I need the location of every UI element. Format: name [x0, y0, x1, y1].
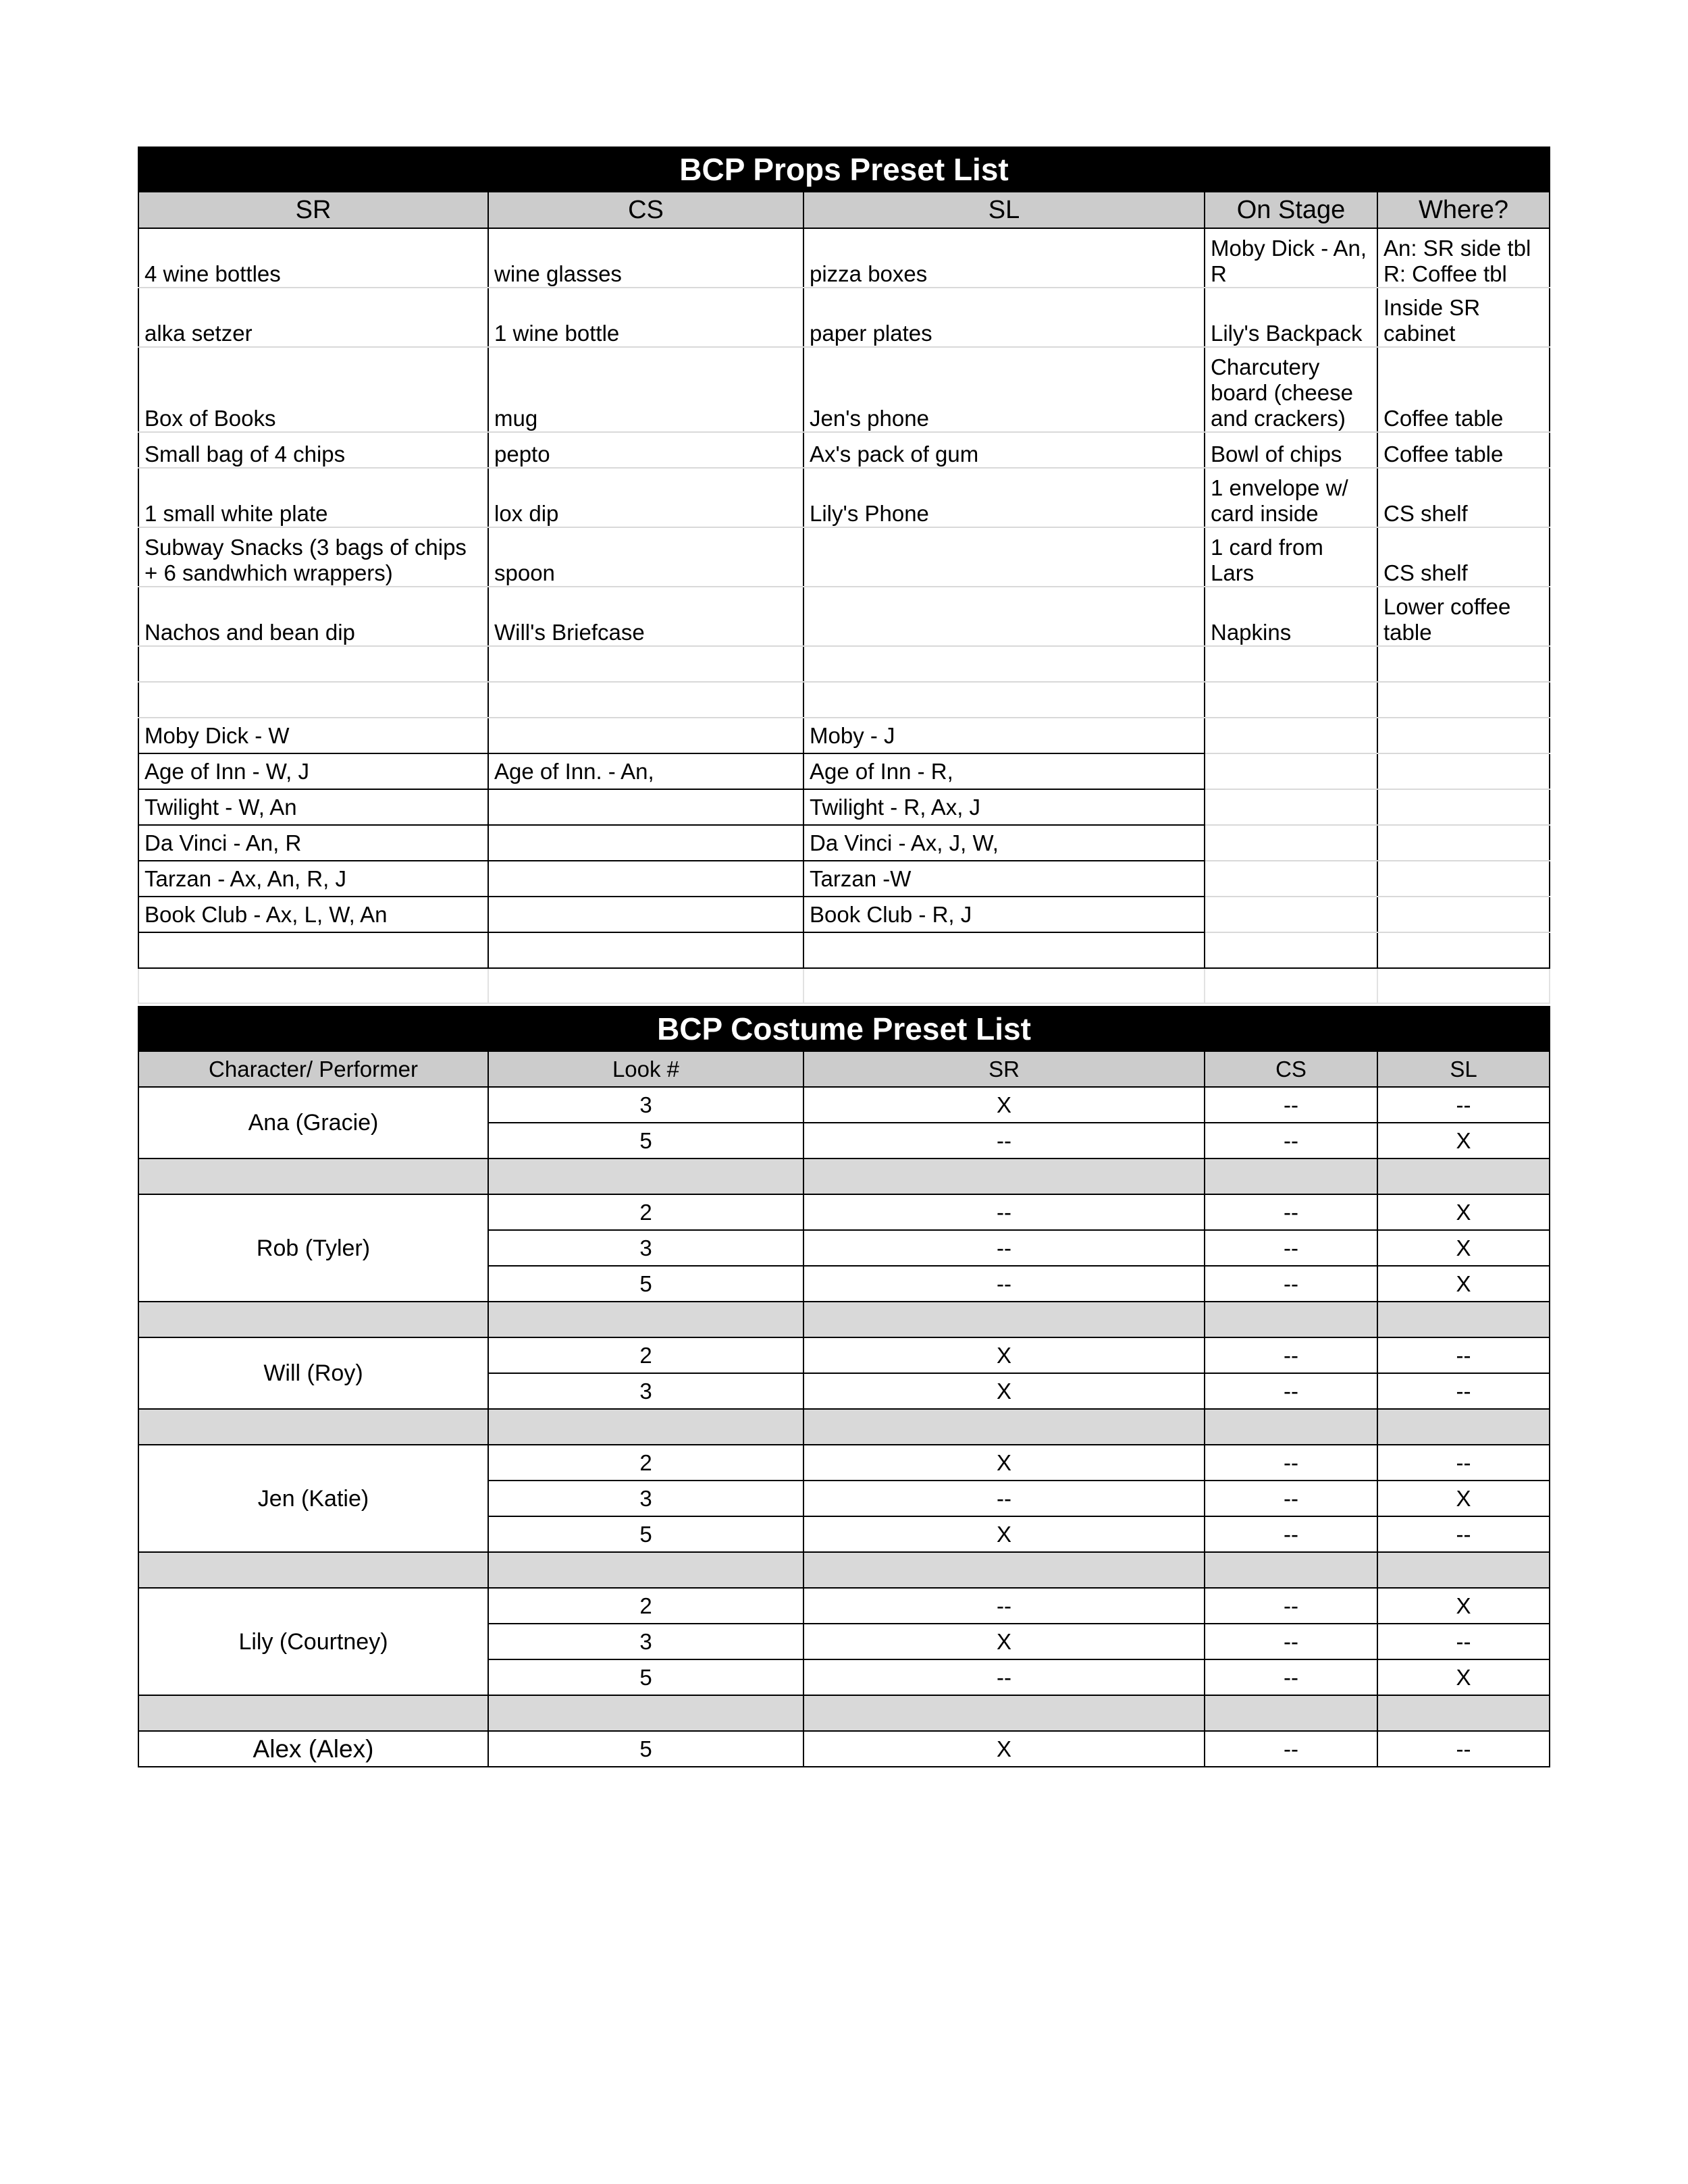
gap-cell: [1377, 1158, 1550, 1194]
props-cell: Charcutery board (cheese and crackers): [1205, 347, 1377, 432]
costume-row: [138, 1337, 1550, 1373]
costume-cell: 2: [488, 1588, 803, 1624]
costume-cell: X: [803, 1373, 1205, 1409]
costume-cell: X: [1377, 1659, 1550, 1695]
costume-cell: --: [1205, 1123, 1377, 1158]
book-cell: Da Vinci - An, R: [138, 825, 488, 861]
costume-cell: --: [1205, 1087, 1377, 1123]
props-cell: lox dip: [488, 468, 803, 527]
costume-cell: X: [803, 1731, 1205, 1767]
book-cell: Twilight - W, An: [138, 789, 488, 825]
book-cell: [488, 861, 803, 897]
props-row: [138, 432, 1550, 468]
props-cell: Inside SR cabinet: [1377, 288, 1550, 347]
costume-row: [138, 1445, 1550, 1481]
gap-cell: [488, 1158, 803, 1194]
props-blank-cell: [138, 682, 488, 718]
gap-cell: [138, 1695, 488, 1731]
props-cell: spoon: [488, 527, 803, 587]
costume-cell: --: [803, 1266, 1205, 1302]
book-cell: Age of Inn - W, J: [138, 753, 488, 789]
props-cell: Jen's phone: [803, 347, 1205, 432]
costume-cell: 3: [488, 1624, 803, 1659]
costume-cell: X: [1377, 1481, 1550, 1516]
spacer-cell: [803, 968, 1205, 1003]
props-spacer-row: [138, 968, 1550, 1003]
costume-cell: --: [803, 1481, 1205, 1516]
spacer-cell: [1205, 968, 1377, 1003]
costume-cell: --: [1205, 1588, 1377, 1624]
costume-cell: 2: [488, 1337, 803, 1373]
spacer-cell: [138, 968, 488, 1003]
book-cell: Twilight - R, Ax, J: [803, 789, 1205, 825]
props-row: [138, 288, 1550, 347]
book-cell: [138, 932, 488, 968]
props-blank-cell: [1205, 718, 1377, 753]
props-blank-cell: [1377, 753, 1550, 789]
costume-cell: X: [803, 1337, 1205, 1373]
costume-cell: --: [1377, 1373, 1550, 1409]
costume-gap-row: [138, 1695, 1550, 1731]
spacer-cell: [488, 968, 803, 1003]
gap-cell: [488, 1695, 803, 1731]
gap-cell: [1205, 1552, 1377, 1588]
costume-cell: --: [1205, 1230, 1377, 1266]
costume-header-cell: SL: [1377, 1051, 1550, 1087]
costume-cell: --: [1205, 1445, 1377, 1481]
costume-cell: X: [1377, 1588, 1550, 1624]
costume-cell: --: [1377, 1087, 1550, 1123]
gap-cell: [1377, 1552, 1550, 1588]
performer-name: Jen (Katie): [138, 1445, 488, 1552]
costume-cell: X: [1377, 1230, 1550, 1266]
costume-cell: --: [1377, 1516, 1550, 1552]
costume-cell: X: [803, 1516, 1205, 1552]
gap-cell: [1205, 1158, 1377, 1194]
gap-cell: [803, 1158, 1205, 1194]
props-header-cell: SR: [138, 192, 488, 228]
props-book-row: [138, 718, 1550, 753]
costume-cell: --: [1377, 1731, 1550, 1767]
props-cell: Lily's Backpack: [1205, 288, 1377, 347]
props-title-row: [138, 147, 1550, 192]
props-blank-row: [138, 682, 1550, 718]
performer-name: Rob (Tyler): [138, 1194, 488, 1302]
costume-cell: --: [1377, 1624, 1550, 1659]
costume-header-cell: SR: [803, 1051, 1205, 1087]
props-blank-cell: [1205, 932, 1377, 968]
props-blank-cell: [488, 646, 803, 682]
props-blank-cell: [1377, 825, 1550, 861]
props-cell: mug: [488, 347, 803, 432]
props-row: [138, 587, 1550, 646]
props-blank-cell: [1205, 753, 1377, 789]
costume-cell: --: [1205, 1731, 1377, 1767]
gap-cell: [1377, 1302, 1550, 1337]
costume-cell: --: [1205, 1659, 1377, 1695]
props-cell: Ax's pack of gum: [803, 432, 1205, 468]
props-cell: Will's Briefcase: [488, 587, 803, 646]
book-cell: Age of Inn - R,: [803, 753, 1205, 789]
props-blank-cell: [1205, 861, 1377, 897]
props-cell: CS shelf: [1377, 527, 1550, 587]
costume-header-cell: Look #: [488, 1051, 803, 1087]
props-book-row: [138, 825, 1550, 861]
costume-row: [138, 1194, 1550, 1230]
costume-cell: --: [1205, 1624, 1377, 1659]
props-header-cell: SL: [803, 192, 1205, 228]
gap-cell: [138, 1158, 488, 1194]
costume-cell: --: [1205, 1194, 1377, 1230]
props-cell: [803, 527, 1205, 587]
props-cell: pepto: [488, 432, 803, 468]
book-cell: Da Vinci - Ax, J, W,: [803, 825, 1205, 861]
props-cell: Box of Books: [138, 347, 488, 432]
book-cell: Age of Inn. - An,: [488, 753, 803, 789]
gap-cell: [1377, 1695, 1550, 1731]
gap-cell: [138, 1302, 488, 1337]
props-blank-cell: [138, 646, 488, 682]
costume-row: [138, 1731, 1550, 1767]
costume-header-cell: CS: [1205, 1051, 1377, 1087]
spacer-cell: [1377, 968, 1550, 1003]
props-cell: pizza boxes: [803, 228, 1205, 288]
gap-cell: [803, 1695, 1205, 1731]
props-cell: Coffee table: [1377, 432, 1550, 468]
props-cell: alka setzer: [138, 288, 488, 347]
gap-cell: [1205, 1409, 1377, 1445]
props-cell: Nachos and bean dip: [138, 587, 488, 646]
props-cell: CS shelf: [1377, 468, 1550, 527]
props-cell: 4 wine bottles: [138, 228, 488, 288]
props-blank-cell: [1205, 897, 1377, 932]
props-blank-cell: [803, 682, 1205, 718]
costume-cell: 5: [488, 1266, 803, 1302]
gap-cell: [803, 1302, 1205, 1337]
costume-cell: 3: [488, 1373, 803, 1409]
props-cell: 1 envelope w/ card inside: [1205, 468, 1377, 527]
costume-gap-row: [138, 1302, 1550, 1337]
props-cell: 1 wine bottle: [488, 288, 803, 347]
props-cell: wine glasses: [488, 228, 803, 288]
costume-cell: X: [803, 1624, 1205, 1659]
gap-cell: [803, 1409, 1205, 1445]
costume-cell: 2: [488, 1445, 803, 1481]
props-blank-cell: [1377, 646, 1550, 682]
props-book-row: [138, 753, 1550, 789]
book-cell: [488, 825, 803, 861]
costume-cell: --: [1377, 1445, 1550, 1481]
costume-cell: --: [803, 1123, 1205, 1158]
props-preset-table: [138, 147, 1550, 1004]
performer-name: Alex (Alex): [138, 1731, 488, 1767]
costume-cell: X: [803, 1445, 1205, 1481]
props-cell: Bowl of chips: [1205, 432, 1377, 468]
performer-name: Will (Roy): [138, 1337, 488, 1409]
costume-gap-row: [138, 1552, 1550, 1588]
costume-cell: --: [803, 1230, 1205, 1266]
props-cell: Napkins: [1205, 587, 1377, 646]
gap-cell: [488, 1409, 803, 1445]
props-blank-cell: [1205, 789, 1377, 825]
costume-cell: 3: [488, 1230, 803, 1266]
costume-cell: 5: [488, 1659, 803, 1695]
costume-cell: --: [1205, 1373, 1377, 1409]
costume-cell: --: [803, 1588, 1205, 1624]
gap-cell: [1377, 1409, 1550, 1445]
props-cell: 1 small white plate: [138, 468, 488, 527]
props-blank-cell: [1205, 825, 1377, 861]
props-row: [138, 228, 1550, 288]
props-blank-cell: [1377, 861, 1550, 897]
gap-cell: [1205, 1695, 1377, 1731]
gap-cell: [1205, 1302, 1377, 1337]
costume-cell: X: [1377, 1266, 1550, 1302]
props-blank-cell: [1377, 789, 1550, 825]
gap-cell: [488, 1552, 803, 1588]
props-table-title: BCP Props Preset List: [138, 147, 1550, 192]
costume-cell: X: [803, 1087, 1205, 1123]
props-cell: Lower coffee table: [1377, 587, 1550, 646]
performer-name: Ana (Gracie): [138, 1087, 488, 1158]
book-cell: Tarzan -W: [803, 861, 1205, 897]
performer-name: Lily (Courtney): [138, 1588, 488, 1695]
costume-cell: --: [803, 1659, 1205, 1695]
props-book-row: [138, 897, 1550, 932]
props-cell: Coffee table: [1377, 347, 1550, 432]
props-book-row: [138, 789, 1550, 825]
props-blank-cell: [488, 682, 803, 718]
book-cell: [488, 897, 803, 932]
props-blank-cell: [1377, 682, 1550, 718]
costume-cell: --: [803, 1194, 1205, 1230]
props-blank-row: [138, 646, 1550, 682]
props-blank-cell: [1377, 718, 1550, 753]
costume-cell: --: [1377, 1337, 1550, 1373]
costume-cell: 3: [488, 1087, 803, 1123]
props-cell: Moby Dick - An, R: [1205, 228, 1377, 288]
book-cell: [488, 718, 803, 753]
props-header-cell: On Stage: [1205, 192, 1377, 228]
book-cell: [488, 932, 803, 968]
props-row: [138, 527, 1550, 587]
costume-gap-row: [138, 1158, 1550, 1194]
book-cell: Book Club - R, J: [803, 897, 1205, 932]
gap-cell: [138, 1552, 488, 1588]
props-cell: Small bag of 4 chips: [138, 432, 488, 468]
costume-cell: --: [1205, 1516, 1377, 1552]
costume-cell: --: [1205, 1481, 1377, 1516]
book-cell: [488, 789, 803, 825]
props-blank-cell: [803, 646, 1205, 682]
props-cell: An: SR side tbl R: Coffee tbl: [1377, 228, 1550, 288]
gap-cell: [138, 1409, 488, 1445]
costume-row: [138, 1087, 1550, 1123]
props-header-cell: Where?: [1377, 192, 1550, 228]
costume-cell: --: [1205, 1266, 1377, 1302]
costume-cell: 2: [488, 1194, 803, 1230]
props-cell: paper plates: [803, 288, 1205, 347]
props-row: [138, 468, 1550, 527]
book-cell: Tarzan - Ax, An, R, J: [138, 861, 488, 897]
costume-cell: 5: [488, 1516, 803, 1552]
props-header-row: [138, 192, 1550, 228]
props-cell: 1 card from Lars: [1205, 527, 1377, 587]
costume-cell: 5: [488, 1731, 803, 1767]
props-book-row: [138, 932, 1550, 968]
costume-table-title: BCP Costume Preset List: [138, 1007, 1550, 1051]
costume-header-cell: Character/ Performer: [138, 1051, 488, 1087]
props-cell: Subway Snacks (3 bags of chips + 6 sandwhich wrappers): [138, 527, 488, 587]
gap-cell: [488, 1302, 803, 1337]
costume-cell: --: [1205, 1337, 1377, 1373]
props-book-row: [138, 861, 1550, 897]
costume-cell: X: [1377, 1194, 1550, 1230]
book-cell: [803, 932, 1205, 968]
props-blank-cell: [1205, 682, 1377, 718]
gap-cell: [803, 1552, 1205, 1588]
props-row: [138, 347, 1550, 432]
props-header-cell: CS: [488, 192, 803, 228]
costume-cell: 5: [488, 1123, 803, 1158]
props-blank-cell: [1205, 646, 1377, 682]
book-cell: Moby - J: [803, 718, 1205, 753]
costume-row: [138, 1588, 1550, 1624]
props-cell: [803, 587, 1205, 646]
costume-cell: 3: [488, 1481, 803, 1516]
costume-gap-row: [138, 1409, 1550, 1445]
props-cell: Lily's Phone: [803, 468, 1205, 527]
props-blank-cell: [1377, 932, 1550, 968]
book-cell: Moby Dick - W: [138, 718, 488, 753]
costume-preset-table: [138, 1006, 1550, 1767]
book-cell: Book Club - Ax, L, W, An: [138, 897, 488, 932]
costume-header-row: [138, 1051, 1550, 1087]
costume-cell: X: [1377, 1123, 1550, 1158]
costume-title-row: [138, 1007, 1550, 1051]
props-blank-cell: [1377, 897, 1550, 932]
